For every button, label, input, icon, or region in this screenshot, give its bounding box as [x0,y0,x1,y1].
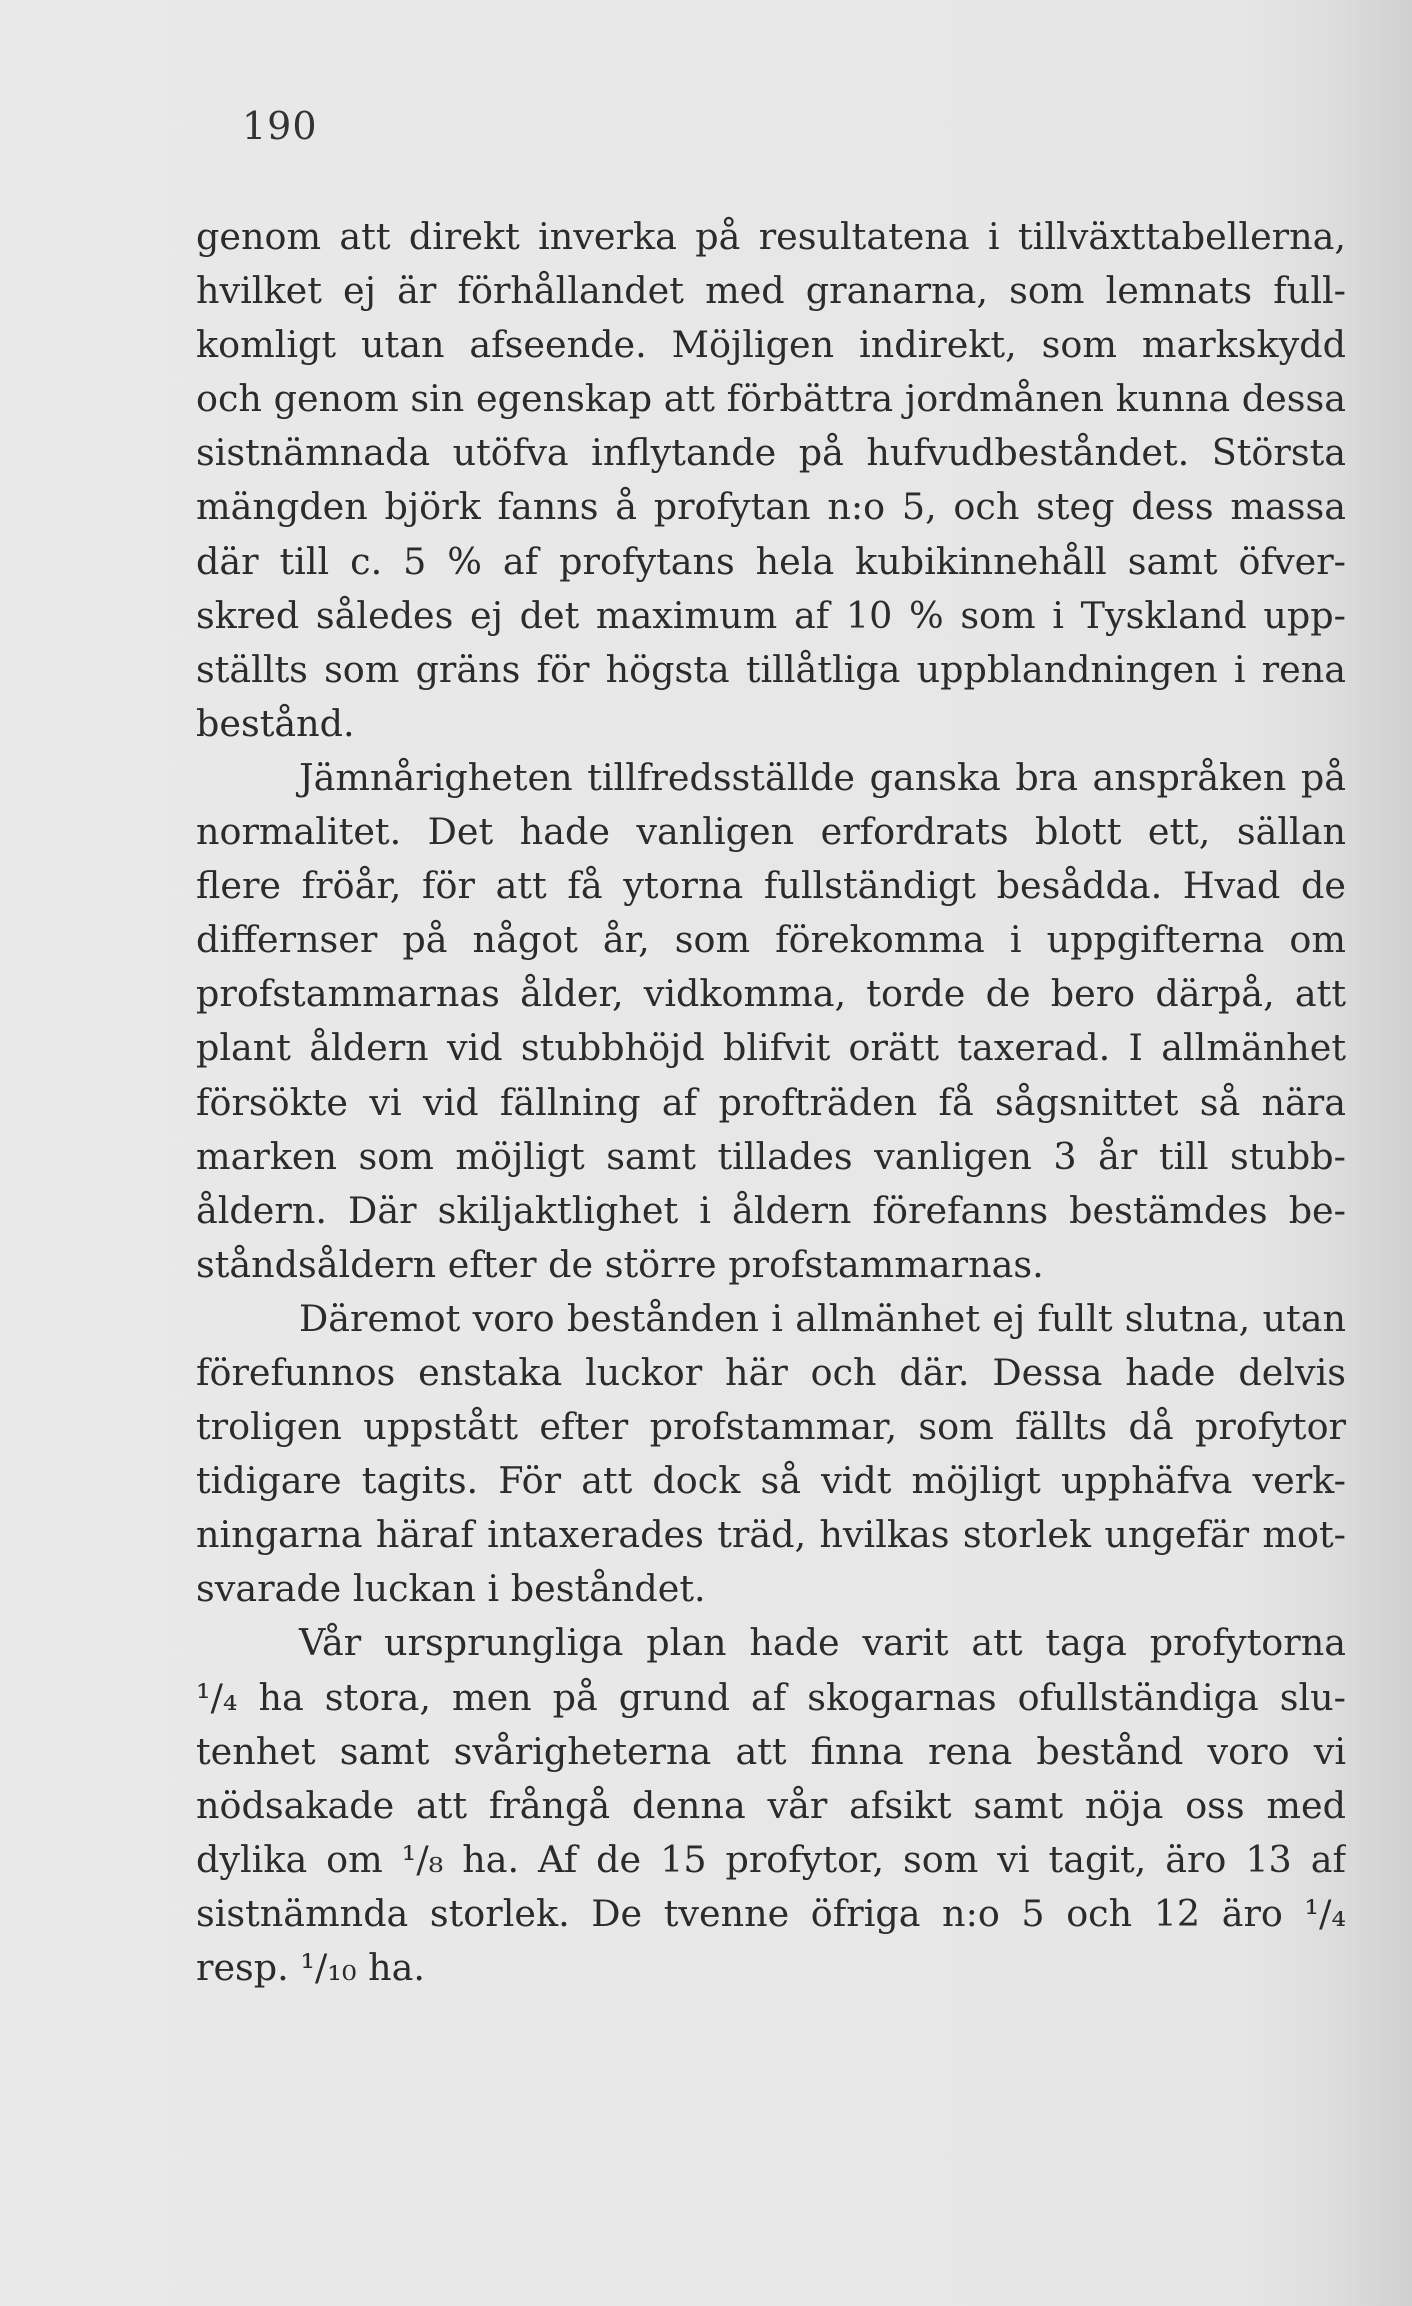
text-line: nödsakade att frångå denna vår afsikt samt nöja oss med [196,1783,1346,1827]
text-line: normalitet. Det hade vanligen erfordrats blott ett, sällan [196,810,1346,854]
text-line: där till c. 5 % af profytans hela kubikinnehåll samt öfver- [196,539,1346,583]
text-line: och genom sin egenskap att förbättra jordmånen kunna dessa [196,377,1346,421]
text-line: dylika om ¹/₈ ha. Af de 15 profytor, som vi tagit, äro 13 af [196,1837,1346,1881]
text-line: tidigare tagits. För att dock så vidt möjligt upphäfva verk- [196,1459,1346,1503]
text-line: svarade luckan i beståndet. [196,1567,706,1611]
text-line: bestånd. [196,701,355,745]
text-line: sistnämnada utöfva inflytande på hufvudbeståndet. Största [196,431,1346,475]
text-line: marken som möjligt samt tillades vanligen 3 år till stubb- [196,1134,1346,1178]
text-line: tenhet samt svårigheterna att finna rena bestånd voro vi [196,1729,1346,1773]
text-line: profstammarnas ålder, vidkomma, torde de bero därpå, att [196,972,1346,1016]
text-line: åldern. Där skiljaktlighet i åldern förefanns bestämdes be- [196,1188,1346,1232]
text-line: sistnämnda storlek. De tvenne öfriga n:o 5 och 12 äro ¹/₄ [196,1891,1346,1935]
text-line: ningarna häraf intaxerades träd, hvilkas storlek ungefär mot- [196,1513,1346,1557]
text-line: Däremot voro bestånden i allmänhet ej fullt slutna, utan [299,1296,1346,1340]
text-line: Vår ursprungliga plan hade varit att taga profytorna [299,1621,1346,1665]
text-line: ställts som gräns för högsta tillåtliga uppblandningen i rena [196,647,1346,691]
text-line: ¹/₄ ha stora, men på grund af skogarnas ofullständiga slu- [196,1675,1346,1719]
text-line: ståndsåldern efter de större profstammarnas. [196,1242,1044,1286]
text-line: Jämnårigheten tillfredsställde ganska bra anspråken på [299,755,1346,799]
text-line: förefunnos enstaka luckor här och där. Dessa hade delvis [196,1350,1346,1394]
text-line: hvilket ej är förhållandet med granarna, som lemnats full- [196,269,1346,313]
text-line: flere fröår, för att få ytorna fullständigt besådda. Hvad de [196,864,1346,908]
text-line: försökte vi vid fällning af profträden få sågsnittet så nära [196,1080,1346,1124]
text-line: genom att direkt inverka på resultatena i tillväxttabellerna, [196,215,1346,258]
text-line: differnser på något år, som förekomma i uppgifterna om [196,918,1346,962]
text-line: skred således ej det maximum af 10 % som i Tyskland upp- [196,593,1346,637]
text-line: mängden björk fanns å profytan n:o 5, och steg dess massa [196,485,1346,529]
body-text [196,210,1346,1995]
text-line: resp. ¹/₁₀ ha. [196,1946,426,1989]
page-number: 190 [242,104,318,148]
text-line: troligen uppstått efter profstammar, som fällts då profytor [196,1405,1346,1449]
text-line: komligt utan afseende. Möjligen indirekt, som markskydd [196,323,1346,367]
text-line: plant åldern vid stubbhöjd blifvit orätt taxerad. I allmänhet [196,1026,1346,1070]
